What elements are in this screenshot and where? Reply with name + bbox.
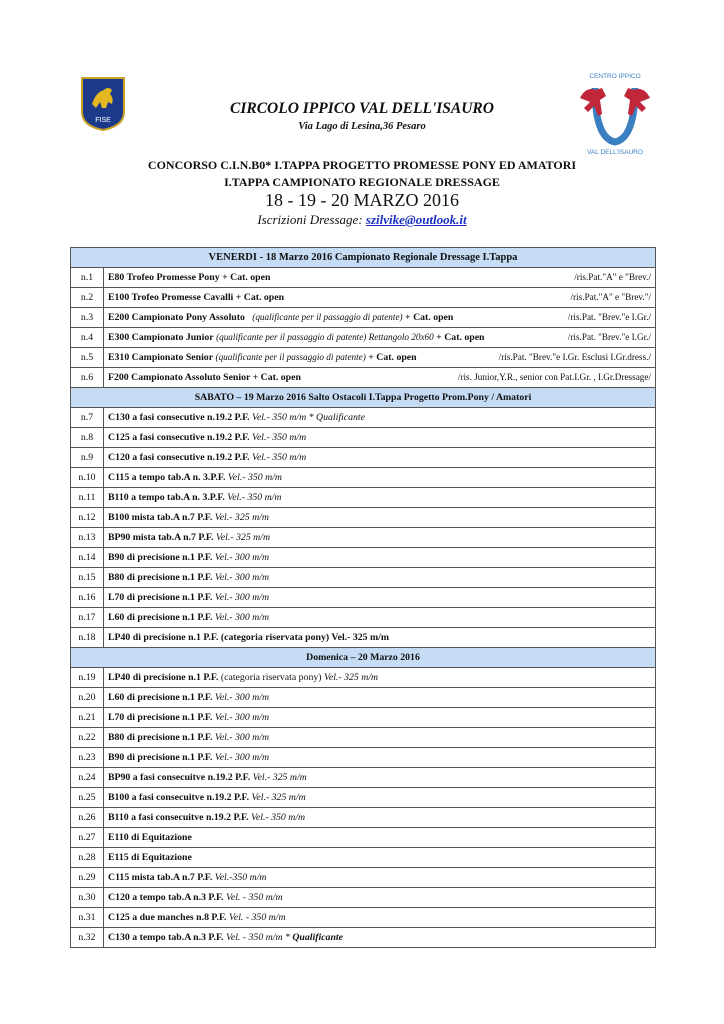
table-row xyxy=(71,888,656,908)
class-desc: E100 Trofeo Promesse Cavalli + Cat. open /ris.Pat."A" e "Brev."/ xyxy=(104,288,656,308)
svg-text:VAL DELL'ISAURO: VAL DELL'ISAURO xyxy=(587,149,643,156)
contest-title-line2: I.TAPPA CAMPIONATO REGIONALE DRESSAGE xyxy=(224,175,500,189)
class-number: n.1 xyxy=(71,268,104,288)
table-row xyxy=(71,928,656,948)
class-number: n.32 xyxy=(71,928,104,948)
class-number: n.26 xyxy=(71,808,104,828)
table-row xyxy=(71,628,656,648)
class-desc: L70 di precisione n.1 P.F. Vel.- 300 m/m xyxy=(104,588,656,608)
class-desc: B110 a tempo tab.A n. 3.P.F. Vel.- 350 m/m xyxy=(104,488,656,508)
table-row xyxy=(71,288,656,308)
program-table xyxy=(70,247,656,948)
class-number: n.21 xyxy=(71,708,104,728)
class-number: n.12 xyxy=(71,508,104,528)
class-desc: B80 di precisione n.1 P.F. Vel.- 300 m/m xyxy=(104,728,656,748)
table-row xyxy=(71,588,656,608)
table-row xyxy=(71,308,656,328)
iscrizioni-label: Iscrizioni Dressage: xyxy=(257,212,366,227)
table-row xyxy=(71,848,656,868)
class-number: n.14 xyxy=(71,548,104,568)
class-number: n.27 xyxy=(71,828,104,848)
contest-title-line1: CONCORSO C.I.N.B0* I.TAPPA PROGETTO PROMESSE PONY ED AMATORI xyxy=(147,158,577,172)
svg-text:CENTRO IPPICO: CENTRO IPPICO xyxy=(589,73,641,80)
section-title: VENERDI - 18 Marzo 2016 Campionato Regionale Dressage I.Tappa xyxy=(71,248,656,268)
table-row xyxy=(71,688,656,708)
table-row xyxy=(71,528,656,548)
table-row xyxy=(71,328,656,348)
class-number: n.30 xyxy=(71,888,104,908)
class-number: n.11 xyxy=(71,488,104,508)
table-row xyxy=(71,468,656,488)
section-venerdi xyxy=(71,248,656,268)
class-desc: BP90 mista tab.A n.7 P.F. Vel.- 325 m/m xyxy=(104,528,656,548)
class-number: n.19 xyxy=(71,668,104,688)
class-desc: B80 di precisione n.1 P.F. Vel.- 300 m/m xyxy=(104,568,656,588)
class-number: n.16 xyxy=(71,588,104,608)
class-desc: BP90 a fasi consecuitve n.19.2 P.F. Vel.- 325 m/m xyxy=(104,768,656,788)
class-desc: E110 di Equitazione xyxy=(104,828,656,848)
class-number: n.2 xyxy=(71,288,104,308)
table-row xyxy=(71,568,656,588)
class-number: n.24 xyxy=(71,768,104,788)
class-desc: C125 a fasi consecutive n.19.2 P.F. Vel.- 350 m/m xyxy=(104,428,656,448)
table-row xyxy=(71,768,656,788)
section-sabato xyxy=(71,388,656,408)
section-title: Domenica – 20 Marzo 2016 xyxy=(71,648,656,668)
table-row xyxy=(71,608,656,628)
iscrizioni-line xyxy=(0,212,724,228)
class-desc: C130 a tempo tab.A n.3 P.F. Vel. - 350 m/m * Qualificante xyxy=(104,928,656,948)
class-number: n.20 xyxy=(71,688,104,708)
table-row xyxy=(71,508,656,528)
table-row xyxy=(71,268,656,288)
class-number: n.3 xyxy=(71,308,104,328)
class-desc: E300 Campionato Junior (qualificante per il passaggio di patente) Rettangolo 20x60 + Cat. open /ris.Pat. "Brev."e I.Gr./ xyxy=(104,328,656,348)
class-desc: C120 a fasi consecutive n.19.2 P.F. Vel.- 350 m/m xyxy=(104,448,656,468)
class-number: n.23 xyxy=(71,748,104,768)
club-address: Via Lago di Lesina,36 Pesaro xyxy=(298,121,426,132)
class-number: n.28 xyxy=(71,848,104,868)
class-desc: C120 a tempo tab.A n.3 P.F. Vel. - 350 m/m xyxy=(104,888,656,908)
table-row xyxy=(71,668,656,688)
event-dates: 18 - 19 - 20 MARZO 2016 xyxy=(265,190,459,210)
class-desc: LP40 di precisione n.1 P.F. (categoria riservata pony) Vel.- 325 m/m xyxy=(104,668,656,688)
class-desc: B90 di precisione n.1 P.F. Vel.- 300 m/m xyxy=(104,548,656,568)
class-desc: E115 di Equitazione xyxy=(104,848,656,868)
class-number: n.29 xyxy=(71,868,104,888)
table-row xyxy=(71,828,656,848)
class-desc: C125 a due manches n.8 P.F. Vel. - 350 m/m xyxy=(104,908,656,928)
class-desc: L60 di precisione n.1 P.F. Vel.- 300 m/m xyxy=(104,608,656,628)
table-row xyxy=(71,868,656,888)
class-number: n.4 xyxy=(71,328,104,348)
class-desc: C115 mista tab.A n.7 P.F. Vel.-350 m/m xyxy=(104,868,656,888)
section-title: SABATO – 19 Marzo 2016 Salto Ostacoli I.Tappa Progetto Prom.Pony / Amatori xyxy=(71,388,656,408)
class-number: n.18 xyxy=(71,628,104,648)
class-number: n.22 xyxy=(71,728,104,748)
class-number: n.25 xyxy=(71,788,104,808)
table-row xyxy=(71,708,656,728)
class-desc: E80 Trofeo Promesse Pony + Cat. open /ris.Pat."A" e "Brev./ xyxy=(104,268,656,288)
class-desc: C130 a fasi consecutive n.19.2 P.F. Vel.- 350 m/m * Qualificante xyxy=(104,408,656,428)
table-row xyxy=(71,908,656,928)
club-name: CIRCOLO IPPICO VAL DELL'ISAURO xyxy=(230,100,494,117)
class-desc: F200 Campionato Assoluto Senior + Cat. open /ris. Junior,Y.R., senior con Pat.I.Gr. , I.Gr.Dressage/ xyxy=(104,368,656,388)
class-number: n.31 xyxy=(71,908,104,928)
class-number: n.13 xyxy=(71,528,104,548)
table-row xyxy=(71,488,656,508)
class-number: n.17 xyxy=(71,608,104,628)
table-row xyxy=(71,348,656,368)
class-desc: LP40 di precisione n.1 P.F. (categoria riservata pony) Vel.- 325 m/m xyxy=(104,628,656,648)
class-desc: C115 a tempo tab.A n. 3.P.F. Vel.- 350 m/m xyxy=(104,468,656,488)
class-number: n.9 xyxy=(71,448,104,468)
class-desc: B90 di precisione n.1 P.F. Vel.- 300 m/m xyxy=(104,748,656,768)
class-desc: L70 di precisione n.1 P.F. Vel.- 300 m/m xyxy=(104,708,656,728)
iscrizioni-email-link[interactable]: szilvike@outlook.it xyxy=(365,212,467,227)
class-number: n.5 xyxy=(71,348,104,368)
class-desc: E200 Campionato Pony Assoluto (qualificante per il passaggio di patente) + Cat. open /ris.Pat. "Brev."e I.Gr./ xyxy=(104,308,656,328)
table-row xyxy=(71,408,656,428)
class-number: n.6 xyxy=(71,368,104,388)
class-desc: L60 di precisione n.1 P.F. Vel.- 300 m/m xyxy=(104,688,656,708)
table-row xyxy=(71,728,656,748)
section-domenica xyxy=(71,648,656,668)
class-desc: E310 Campionato Senior (qualificante per il passaggio di patente) + Cat. open /ris.Pat. "Brev."e I.Gr. Esclusi I.Gr.dress./ xyxy=(104,348,656,368)
table-row xyxy=(71,748,656,768)
class-number: n.15 xyxy=(71,568,104,588)
class-number: n.10 xyxy=(71,468,104,488)
class-desc: B100 mista tab.A n.7 P.F. Vel.- 325 m/m xyxy=(104,508,656,528)
class-desc: B110 a fasi consecuitve n.19.2 P.F. Vel.- 350 m/m xyxy=(104,808,656,828)
class-desc: B100 a fasi consecuitve n.19.2 P.F. Vel.- 325 m/m xyxy=(104,788,656,808)
table-row xyxy=(71,548,656,568)
class-number: n.8 xyxy=(71,428,104,448)
table-row xyxy=(71,448,656,468)
table-row xyxy=(71,368,656,388)
class-number: n.7 xyxy=(71,408,104,428)
table-row xyxy=(71,788,656,808)
table-row xyxy=(71,428,656,448)
table-row xyxy=(71,808,656,828)
svg-text:FISE: FISE xyxy=(95,117,111,124)
